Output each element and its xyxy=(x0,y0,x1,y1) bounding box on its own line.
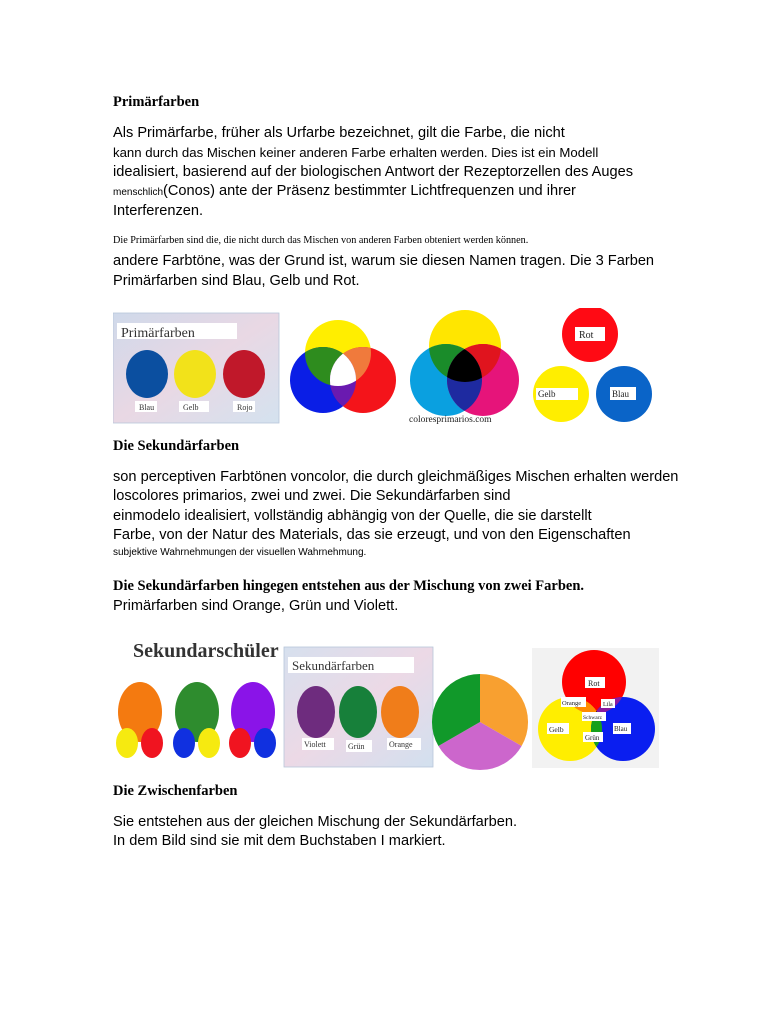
green-swatch xyxy=(339,686,377,738)
primary-circles-diagram xyxy=(533,308,652,422)
label-rot: Rot xyxy=(579,330,594,341)
label-orange: Orange xyxy=(389,740,413,749)
intermediate-line-2: In dem Bild sind sie mit dem Buchstaben I markiert. xyxy=(113,833,446,849)
secondary-line-6: Primärfarben sind Orange, Grün und Violett. xyxy=(113,598,399,614)
secondary-card-title: Sekundärfarben xyxy=(292,658,375,673)
primary-figures-row xyxy=(113,308,663,428)
secondary-venn-diagram xyxy=(532,648,659,768)
primary-line-4 xyxy=(113,182,576,202)
orange-swatch xyxy=(381,686,419,738)
primary-line-7: Primärfarben sind Blau, Gelb und Rot. xyxy=(113,273,360,289)
violet-swatch xyxy=(297,686,335,738)
secondary-line-4: Farbe, von der Natur des Materials, das sie erzeugt, und von den Eigenschaften xyxy=(113,527,631,543)
intermediate-line-1: Sie entstehen aus der gleichen Mischung der Sekundärfarben. xyxy=(113,814,518,830)
primary-line-6: andere Farbtöne, was der Grund ist, warum sie diesen Namen tragen. Die 3 Farben xyxy=(113,253,655,269)
blue-swatch xyxy=(126,350,168,398)
heading-primary: Primärfarben xyxy=(113,94,200,110)
primary-card xyxy=(113,313,279,423)
venn-label-blau: Blau xyxy=(614,725,628,733)
secondary-card xyxy=(284,647,433,767)
label-gruen: Grün xyxy=(348,742,365,751)
cmy-mix-diagram xyxy=(409,310,519,425)
secondary-figure-title: Sekundarschüler xyxy=(133,640,279,662)
heading-secondary: Die Sekundärfarben xyxy=(113,438,240,454)
primary-line-2: kann durch das Mischen keiner anderen Farbe erhalten werden. Dies ist ein Modell xyxy=(113,145,599,160)
subtractive-mix-diagram xyxy=(290,320,396,413)
secondary-line-2: loscolores primarios, zwei und zwei. Die Sekundärfarben sind xyxy=(113,488,511,504)
heading-intermediate: Die Zwischenfarben xyxy=(113,783,238,799)
secondary-bold-line: Die Sekundärfarben hingegen entstehen aus der Mischung von zwei Farben. xyxy=(113,578,585,594)
label-violett: Violett xyxy=(304,740,326,749)
label-gelb-circle: Gelb xyxy=(538,389,556,399)
red-swatch xyxy=(223,350,265,398)
yellow-swatch xyxy=(174,350,216,398)
primary-note: Die Primärfarben sind die, die nicht durch das Mischen von anderen Farben obteniert werden können. xyxy=(113,235,529,246)
venn-label-lila: Lila xyxy=(603,702,613,708)
primary-card-title: Primärfarben xyxy=(121,326,195,341)
venn-label-gruen: Grün xyxy=(585,734,600,742)
primary-line-4-small: menschlich xyxy=(113,187,164,198)
primary-line-4-rest: (Conos) ante der Präsenz bestimmter Lichtfrequenzen und ihrer xyxy=(163,183,576,199)
secondary-eggs-figure xyxy=(116,640,279,758)
venn-label-gelb: Gelb xyxy=(549,725,564,734)
primary-line-5: Interferenzen. xyxy=(113,203,204,219)
venn-label-orange: Orange xyxy=(562,700,582,707)
secondary-figures-row xyxy=(113,632,663,772)
primary-line-3: idealisiert, basierend auf der biologischen Antwort der Rezeptorzellen des Auges xyxy=(113,164,634,180)
label-gelb: Gelb xyxy=(183,403,199,412)
secondary-line-1: son perceptiven Farbtönen voncolor, die durch gleichmäßiges Mischen erhalten werden xyxy=(113,469,679,485)
primary-line-1: Als Primärfarbe, früher als Urfarbe bezeichnet, gilt die Farbe, die nicht xyxy=(113,125,565,141)
label-blau: Blau xyxy=(139,403,155,412)
venn-label-schwarz: Schwarz xyxy=(583,715,602,721)
credit-text: coloresprimarios.com xyxy=(409,415,492,425)
venn-label-rot: Rot xyxy=(588,679,600,688)
label-blau-circle: Blau xyxy=(612,389,629,399)
secondary-pie xyxy=(432,674,528,770)
label-rojo: Rojo xyxy=(237,403,253,412)
secondary-line-5: subjektive Wahrnehmungen der visuellen Wahrnehmung. xyxy=(113,547,367,558)
secondary-line-3: einmodelo idealisiert, vollständig abhängig von der Quelle, die sie darstellt xyxy=(113,508,592,524)
